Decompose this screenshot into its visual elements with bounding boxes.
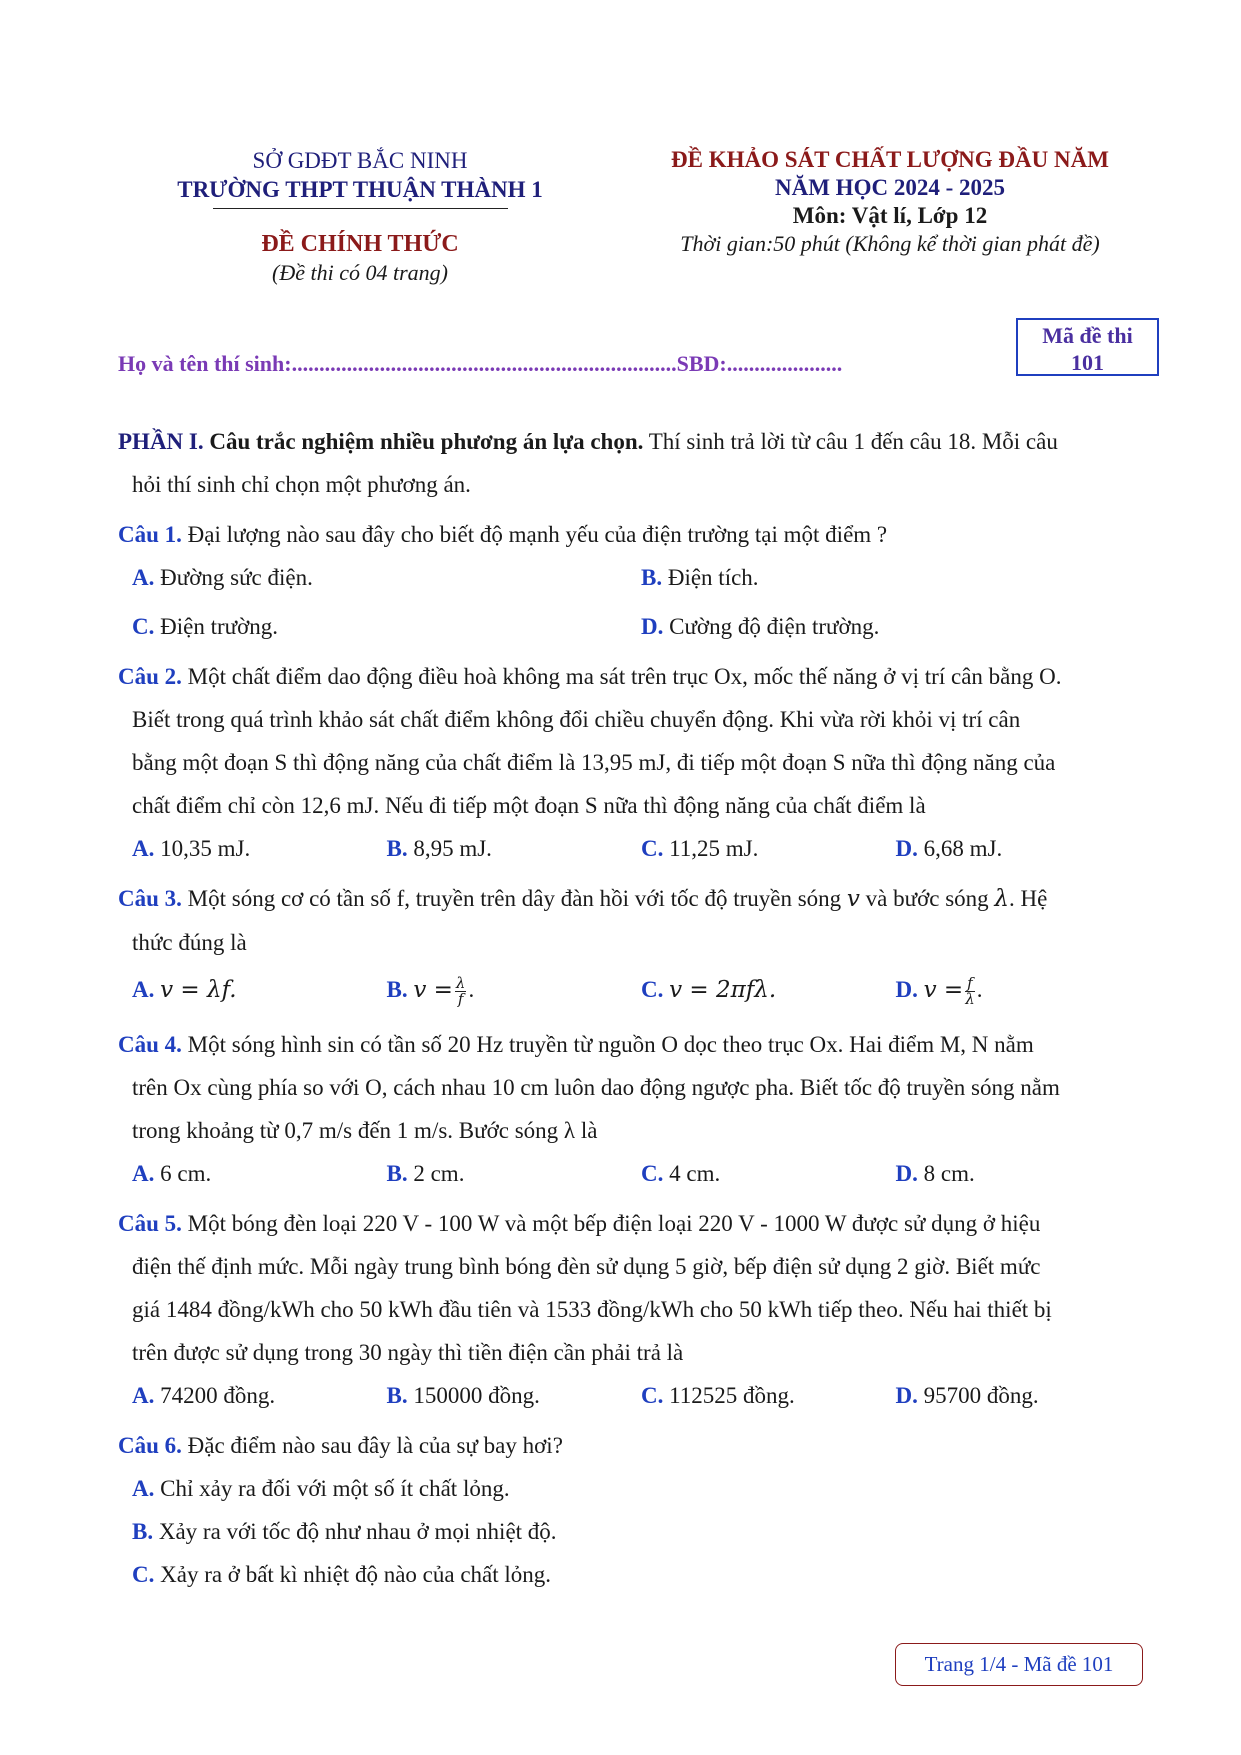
option-text: 4 cm.: [669, 1161, 721, 1186]
question-text: giá 1484 đồng/kWh cho 50 kWh đầu tiên và 1533 đồng/kWh cho 50 kWh tiếp theo. Nếu hai thiết bị: [132, 1297, 1052, 1322]
option-c: [641, 1374, 896, 1417]
exam-code-label: Mã đề thi: [1042, 323, 1133, 348]
math-symbol: λ: [994, 886, 1009, 912]
header-right: [630, 146, 1150, 258]
option-label: A.: [132, 1161, 155, 1186]
exam-title: ĐỀ KHẢO SÁT CHẤT LƯỢNG ĐẦU NĂM: [671, 147, 1109, 172]
option-text: 8,95 mJ.: [413, 836, 492, 861]
question-label: Câu 6.: [118, 1433, 182, 1458]
option-b: [387, 827, 642, 870]
option-text: 6,68 mJ.: [923, 836, 1003, 861]
exam-body: [118, 420, 1150, 1596]
option-d: [896, 964, 1151, 1016]
question-text: thức đúng là: [132, 930, 247, 955]
option-label: D.: [895, 1383, 918, 1408]
question-label: Câu 1.: [118, 522, 182, 547]
question-4-options: [118, 1152, 1150, 1195]
question-text: điện thế định mức. Mỗi ngày trung bình bóng đèn sử dụng 5 giờ, bếp điện sử dụng 2 giờ. Biết mức: [132, 1254, 1041, 1279]
option-text: 150000 đồng.: [413, 1383, 540, 1408]
question-text: chất điểm chỉ còn 12,6 mJ. Nếu đi tiếp một đoạn S nữa thì động năng của chất điểm là: [132, 793, 926, 818]
part1-intro: [118, 420, 1150, 506]
question-1-options-row1: [118, 556, 1150, 599]
header-left: [140, 146, 580, 287]
option-label: A.: [132, 836, 155, 861]
option-text: 2 cm.: [413, 1161, 465, 1186]
question-6: [118, 1424, 1150, 1467]
option-text: Chỉ xảy ra đối với một số ít chất lỏng.: [160, 1476, 510, 1501]
pages-note: (Đề thi có 04 trang): [272, 260, 448, 285]
question-text: Đặc điểm nào sau đây là của sự bay hơi?: [187, 1433, 563, 1458]
fraction-numerator: λ: [455, 974, 466, 993]
option-text: Xảy ra với tốc độ như nhau ở mọi nhiệt độ.: [158, 1519, 557, 1544]
option-text: Đường sức điện.: [160, 565, 313, 590]
option-text: 6 cm.: [160, 1161, 212, 1186]
question-label: Câu 3.: [118, 886, 182, 911]
question-text: trên được sử dụng trong 30 ngày thì tiền điện cần phải trả là: [132, 1340, 684, 1365]
option-label: A.: [132, 977, 155, 1002]
option-b: [387, 1152, 642, 1195]
question-1-options-row2: [118, 605, 1150, 648]
question-5-options: [118, 1374, 1150, 1417]
option-text: 112525 đồng.: [669, 1383, 795, 1408]
option-label: A.: [132, 1383, 155, 1408]
question-4: [118, 1023, 1150, 1152]
question-5: [118, 1202, 1150, 1374]
fraction-numerator: f: [967, 974, 973, 993]
header-divider: [213, 208, 508, 209]
option-label: D.: [895, 836, 918, 861]
department-name: SỞ GDĐT BẮC NINH: [252, 148, 468, 173]
question-6-options: [118, 1467, 1150, 1596]
question-2: [118, 655, 1150, 827]
option-label: B.: [641, 565, 663, 590]
option-a: [132, 964, 387, 1016]
exam-code-value: 101: [1071, 350, 1104, 375]
fraction-denominator: f: [457, 990, 464, 1009]
question-text: bằng một đoạn S thì động năng của chất điểm là 13,95 mJ, đi tiếp một đoạn S nữa thì động năng của: [132, 750, 1056, 775]
subject-line: Môn: Vật lí, Lớp 12: [792, 203, 988, 228]
option-text: 95700 đồng.: [923, 1383, 1039, 1408]
question-text: và bước sóng: [859, 886, 995, 911]
option-text: Điện trường.: [160, 614, 279, 639]
option-c: [641, 964, 896, 1016]
option-d: [896, 1374, 1151, 1417]
school-year: NĂM HỌC 2024 - 2025: [775, 175, 1005, 200]
option-punct: .: [468, 977, 475, 1002]
option-a: [132, 1467, 1150, 1510]
option-d: [641, 605, 1150, 648]
option-a: [132, 556, 641, 599]
part1-instruction-cont: hỏi thí sinh chỉ chọn một phương án.: [132, 472, 471, 497]
option-b: [387, 964, 642, 1016]
fraction: [965, 976, 975, 1007]
option-label: C.: [641, 1383, 664, 1408]
option-label: D.: [895, 977, 918, 1002]
option-label: B.: [386, 836, 408, 861]
question-3-options: [118, 964, 1150, 1016]
question-text: trên Ox cùng phía so với O, cách nhau 10 cm luôn dao động ngược pha. Biết tốc độ truyền sóng nằm: [132, 1075, 1060, 1100]
option-formula: v = λf.: [160, 977, 237, 1003]
exam-code-box: [1016, 318, 1159, 376]
question-text: Một sóng cơ có tần số f, truyền trên dây đàn hồi với tốc độ truyền sóng: [187, 886, 847, 911]
option-b: [387, 1374, 642, 1417]
option-label: B.: [132, 1519, 154, 1544]
option-label: B.: [386, 977, 408, 1002]
school-name: TRƯỜNG THPT THUẬN THÀNH 1: [177, 177, 543, 202]
option-text: Xảy ra ở bất kì nhiệt độ nào của chất lỏng.: [160, 1562, 552, 1587]
question-1: [118, 513, 1150, 556]
question-label: Câu 4.: [118, 1032, 182, 1057]
option-formula: v =: [923, 977, 964, 1003]
option-label: C.: [641, 836, 664, 861]
part1-instruction: Thí sinh trả lời từ câu 1 đến câu 18. Mỗi câu: [648, 429, 1058, 454]
option-label: C.: [132, 614, 155, 639]
option-c: [641, 827, 896, 870]
question-text: . Hệ: [1009, 886, 1048, 911]
part1-title: Câu trắc nghiệm nhiều phương án lựa chọn.: [209, 429, 644, 454]
option-b: [641, 556, 1150, 599]
official-label: ĐỀ CHÍNH THỨC: [261, 231, 459, 257]
fraction-denominator: λ: [965, 990, 975, 1009]
math-symbol: v: [846, 886, 860, 912]
question-text: trong khoảng từ 0,7 m/s đến 1 m/s. Bước sóng λ là: [132, 1118, 598, 1143]
fraction: [455, 976, 467, 1007]
option-label: B.: [386, 1161, 408, 1186]
question-text: Một bóng đèn loại 220 V - 100 W và một bếp điện loại 220 V - 1000 W được sử dụng ở hiệu: [187, 1211, 1041, 1236]
question-text: Một sóng hình sin có tần số 20 Hz truyền từ nguồn O dọc theo trục Ox. Hai điểm M, N nằm: [187, 1032, 1034, 1057]
option-text: 74200 đồng.: [160, 1383, 276, 1408]
question-text: Đại lượng nào sau đây cho biết độ mạnh yếu của điện trường tại một điểm ?: [187, 522, 888, 547]
option-label: A.: [132, 1476, 155, 1501]
option-label: C.: [132, 1562, 155, 1587]
option-label: B.: [386, 1383, 408, 1408]
part1-label: PHẦN I.: [118, 429, 204, 454]
option-text: 10,35 mJ.: [160, 836, 251, 861]
option-label: A.: [132, 565, 155, 590]
option-label: C.: [641, 1161, 664, 1186]
option-text: Điện tích.: [667, 565, 759, 590]
question-3: [118, 877, 1150, 964]
option-formula: v = 2πfλ.: [669, 977, 777, 1003]
option-label: D.: [641, 614, 664, 639]
option-label: D.: [895, 1161, 918, 1186]
option-formula: v =: [413, 977, 453, 1003]
option-c: [132, 605, 641, 648]
question-label: Câu 2.: [118, 664, 182, 689]
option-c: [641, 1152, 896, 1195]
student-info-line: Họ và tên thí sinh:......................................................................SBD:.....................: [118, 351, 843, 376]
option-a: [132, 1152, 387, 1195]
question-label: Câu 5.: [118, 1211, 182, 1236]
option-d: [896, 827, 1151, 870]
page-footer: Trang 1/4 - Mã đề 101: [895, 1643, 1143, 1686]
option-punct: .: [976, 977, 983, 1002]
question-2-options: [118, 827, 1150, 870]
option-b: [132, 1510, 1150, 1553]
option-text: 11,25 mJ.: [669, 836, 759, 861]
time-line: Thời gian:50 phút (Không kể thời gian phát đề): [680, 231, 1100, 256]
option-label: C.: [641, 977, 664, 1002]
option-d: [896, 1152, 1151, 1195]
option-a: [132, 827, 387, 870]
question-text: Một chất điểm dao động điều hoà không ma sát trên trục Ox, mốc thế năng ở vị trí cân bằng O.: [187, 664, 1062, 689]
option-text: Cường độ điện trường.: [669, 614, 880, 639]
option-text: 8 cm.: [923, 1161, 975, 1186]
option-c: [132, 1553, 1150, 1596]
question-text: Biết trong quá trình khảo sát chất điểm không đổi chiều chuyển động. Khi vừa rời khỏi vị trí cân: [132, 707, 1021, 732]
option-a: [132, 1374, 387, 1417]
